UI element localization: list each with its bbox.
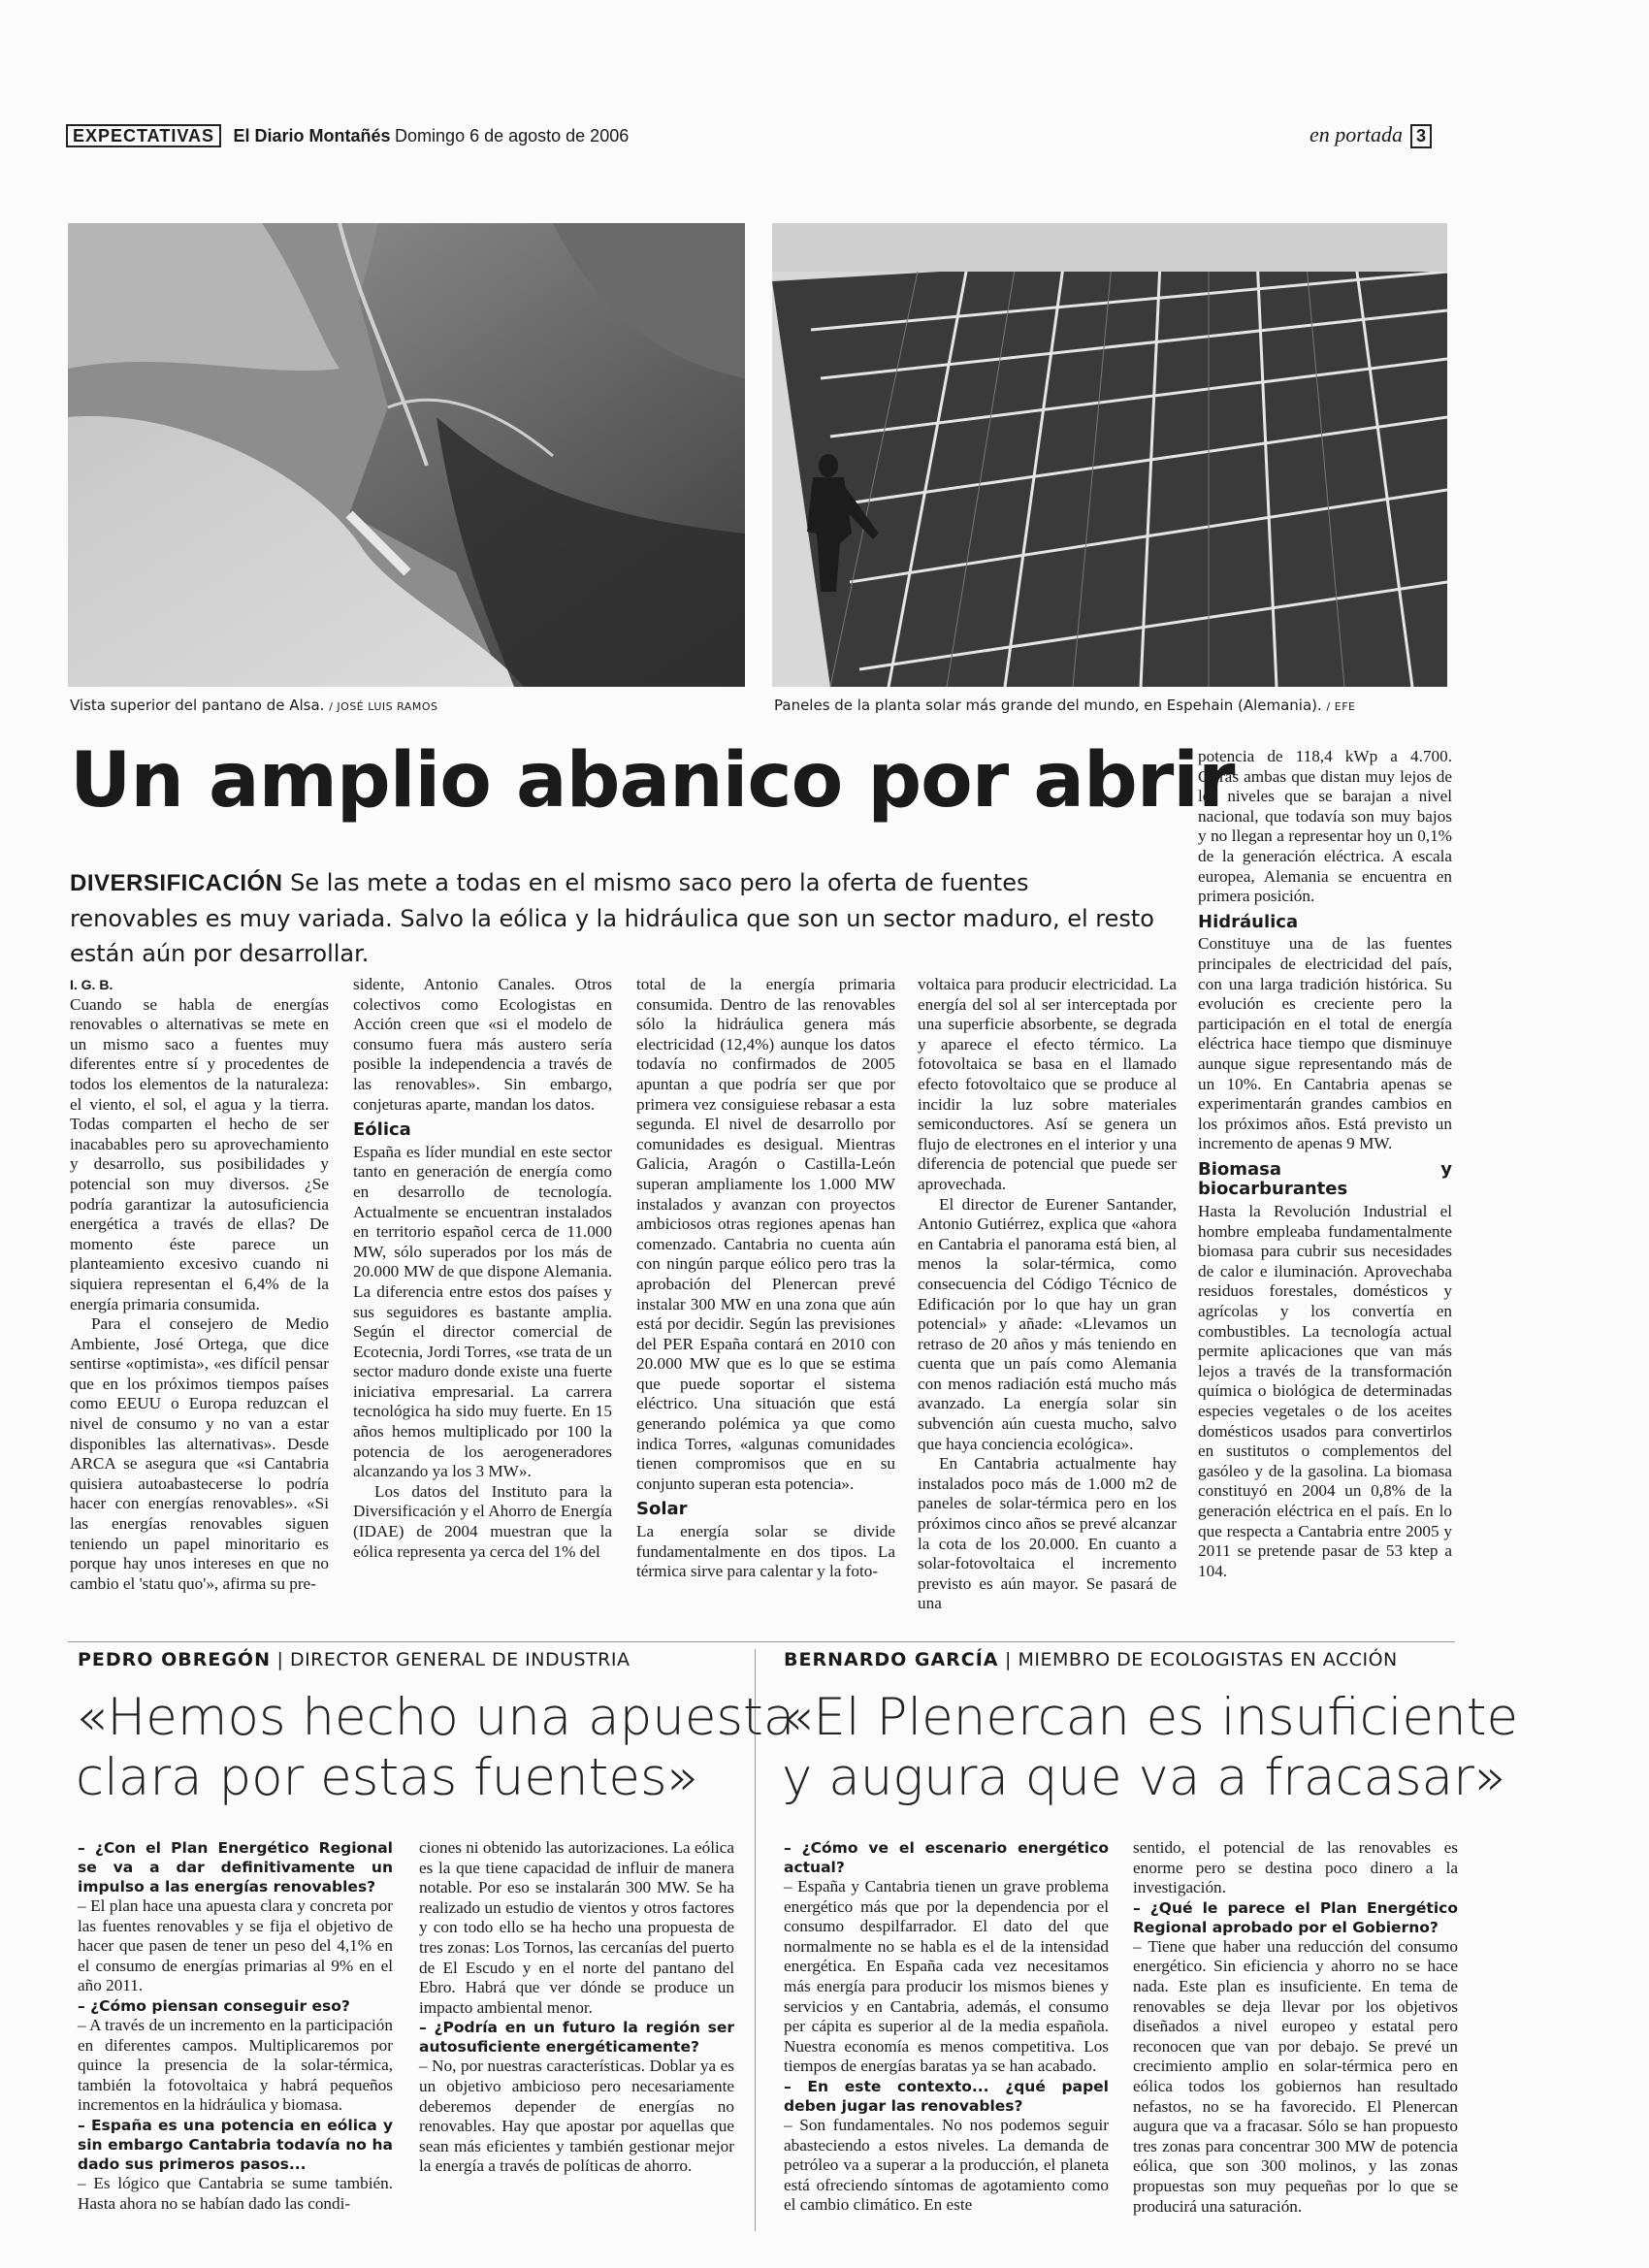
article-column-4 — [918, 975, 1177, 1614]
photo-caption-1: Vista superior del pantano de Alsa. / JOSÉ LUIS RAMOS — [70, 697, 438, 714]
subhead-biomasa: Biomasa y biocarburantes — [1198, 1158, 1452, 1200]
question: – ¿Con el Plan Energético Regional se va a dar definitivamente un impulso a las energías renovables? — [78, 1839, 393, 1895]
subhead-solar: Solar — [636, 1499, 688, 1520]
headline: Un amplio abanico por abrir — [70, 737, 1235, 825]
interview-left-quote: «Hemos hecho una apuesta clara por estas fuentes» — [76, 1688, 795, 1807]
question: – ¿Qué le parece el Plan Energético Regional aprobado por el Gobierno? — [1133, 1898, 1458, 1936]
section-label: EXPECTATIVAS — [66, 124, 221, 147]
paragraph: El director de Eurener Santander, Antonio Gutiérrez, explica que «ahora en Cantabria el panorama está bien, al menos la solar-térmica, como consecuencia del Código Técnico de Edificación por lo que hay un gran potencial» y añade: «Llevamos un retraso de 20 años y más teniendo en cuenta que un país como Alemania con menos radiación está mucho más avanzado. La energía solar sin subvención aún cuesta mucho, salvo que haya conciencia ecológica». — [918, 1194, 1177, 1453]
paragraph: Para el consejero de Medio Ambiente, José Ortega, que dice sentirse «optimista», «es difícil pensar que en los próximos tiempos países como EEUU o Europa reduzcan el nivel de consumo y no van a estar disponibles las alternativas». Desde ARCA se asegura que «si Cantabria quisiera autoabastecerse lo podría hacer con energías renovables». «Si las energías renovables siguen teniendo un papel minoritario es porque hay unos intereses en que no cambio el 'statu quo'», afirma su pre- — [70, 1314, 329, 1593]
answer: sentido, el potencial de las renovables es enorme pero se destina poco dinero a la investigación. — [1133, 1838, 1458, 1897]
question: – ¿Cómo ve el escenario energético actual? — [784, 1839, 1109, 1876]
question: – ¿Cómo piensan conseguir eso? — [78, 1996, 350, 2015]
paragraph: sidente, Antonio Canales. Otros colectivos como Ecologistas en Acción creen que «si el modelo de consumo fuera más austero sería posible la independencia a través de las renovables». Sin embargo, conjeturas aparte, mandan los datos. — [353, 975, 612, 1114]
section-divider — [68, 1641, 1455, 1642]
paragraph: España es líder mundial en este sector tanto en generación de energía como en desarrollo de tecnología. Actualmente se encuentran instalados en territorio español cerca de 11.000 MW, sólo superados por los más de 20.000 MW de que dispone Alemania. La diferencia entre estos dos países y sus seguidores es bastante amplia. Según el director comercial de Ecotecnia, Jordi Torres, «se trata de un sector maduro donde existe una fuerte iniciativa empresarial. La carrera tecnológica ha sido muy fuerte. En 15 años hemos multiplicado por 100 la potencia de los aerogeneradores alcanzando ya los 3 MW». — [353, 1142, 612, 1481]
page-number: 3 — [1410, 124, 1432, 148]
article-column-1 — [70, 975, 329, 1594]
deck-text: Se las mete a todas en el mismo saco pero la oferta de fuentes renovables es muy variada. Salvo la eólica y la hidráulica que son un sector maduro, el resto están aún por desarrollar. — [70, 869, 1154, 967]
interview-left-column-2 — [419, 1838, 734, 2177]
answer: ciones ni obtenido las autorizaciones. La eólica es la que tiene capacidad de influir de manera notable. Por eso se instalarán 300 MW. Se ha realizado un estudio de vientos y otros factores y con todo ello se ha hecho una propuesta de tres zonas: Los Tornos, las cercanías del puerto de El Escudo y en el norte del pantano del Ebro. Habrá que ver dónde se produce un impacto ambiental menor. — [419, 1838, 735, 2017]
paragraph: total de la energía primaria consumida. Dentro de las renovables sólo la hidráulica genera más electricidad (12,4%) aunque los datos todavía no confirmados de 2005 apuntan a que podría ser que por primera vez consiguiese rebasar a esta segunda. El nivel de desarrollo por comunidades es desigual. Mientras Galicia, Aragón o Castilla-León superan ampliamente los 1.000 MW instalados y avanzan con proyectos ambiciosos otras regiones apenas han comenzado. Cantabria no cuenta aún con ningún parque eólico pero tras la aprobación del Plenercan prevé instalar 300 MW en una zona que aún está por decidir. Según las previsiones del PER España contará en 2010 con 20.000 MW que es lo que se estima que puede soportar el sistema eléctrico. Una situación que está generando polémica ya que como indica Torres, «algunas comunidades tienen compromisos que en su conjunto superan esta potencia». — [636, 975, 895, 1493]
paragraph: La energía solar se divide fundamentalmente en dos tipos. La térmica sirve para calentar y la foto- — [636, 1522, 895, 1581]
answer: – España y Cantabria tienen un grave problema energético más que por la dependencia por el consumo despilfarrador. El dato del que normalmente no se habla es el de la intensidad energética. En España cada vez necesitamos más energía para producir los mismos bienes y servicios y en Cantabria, además, el consumo per cápita es superior al de la media española. Nuestra economía es menos competitiva. Los tiempos de energías baratas ya se han acabado. — [784, 1877, 1109, 2076]
interview-left-column-1 — [78, 1838, 393, 2214]
byline: I. G. B. — [70, 977, 113, 992]
answer: – Son fundamentales. No nos podemos seguir abasteciendo a estos niveles. La demanda de petróleo va a superar a la producción, el planeta está ofreciendo síntomas de agotamiento como el cambio climático. En este — [784, 2115, 1109, 2215]
photo-caption-2: Paneles de la planta solar más grande del mundo, en Espehain (Alemania). / EFE — [774, 697, 1356, 714]
answer: – Es lógico que Cantabria se sume también. Hasta ahora no se habían dado las condi- — [78, 2173, 393, 2213]
section-right-label: en portada — [1310, 122, 1403, 146]
article-column-2 — [353, 975, 612, 1562]
paragraph: En Cantabria actualmente hay instalados poco más de 1.000 m2 de paneles de solar-térmica pero en los próximos cinco años se prevé alcanzar la cota de los 20.000. En cuanto a solar-fotovoltaica el incremento previsto es aún mayor. Se pasará de una — [918, 1454, 1177, 1613]
newspaper-name: El Diario Montañés — [233, 126, 391, 146]
deck — [70, 865, 1156, 971]
deck-kicker: DIVERSIFICACIÓN — [70, 870, 283, 896]
page-header — [66, 126, 629, 146]
answer: – Tiene que haber una reducción del consumo energético. Sin eficiencia y ahorro no se hace nada. Este plan es insuficiente. En tema de renovables se deja llevar por los objetivos diseñados a nivel europeo y estatal pero reconocen que van por debajo. Se prevé un crecimiento amplio en solar-térmica pero en eólica todos los gobiernos han resultado nefastos, no se ha favorecido. El Plenercan augura que va a fracasar. Sólo se han propuesto tres zonas para concentrar 300 MW de potencia eólica, que son 300 molinos, y las zonas propuestas son muy pequeñas por lo que se producirá una saturación. — [1133, 1936, 1458, 2216]
article-column-3 — [636, 975, 895, 1582]
paragraph: voltaica para producir electricidad. La energía del sol al ser interceptada por una superficie absorbente, se degrada y aparece el efecto térmico. La fotovoltaica se basa en el llamado efecto fotovoltaico que se produce al incidir la luz sobre materiales semiconductores. Así se genera un flujo de electrones en el interior y una diferencia de potencial que puede ser aprovechada. — [918, 975, 1177, 1193]
subhead-eolica: Eólica — [353, 1119, 411, 1141]
page-header-right — [1310, 122, 1432, 148]
question: – En este contexto... ¿qué papel deben jugar las renovables? — [784, 2077, 1109, 2115]
interview-left-name: PEDRO OBREGÓN | DIRECTOR GENERAL DE INDUSTRIA — [78, 1649, 630, 1670]
interview-right-column-1 — [784, 1838, 1109, 2216]
solar-plant-photo — [772, 223, 1447, 687]
issue-date: Domingo 6 de agosto de 2006 — [395, 126, 630, 146]
interview-right-name: BERNARDO GARCÍA | MIEMBRO DE ECOLOGISTAS EN ACCIÓN — [784, 1649, 1398, 1670]
paragraph: Constituye una de las fuentes principales de electricidad del país, con una larga tradición histórica. Su evolución es creciente pero la participación en el total de energía eléctrica hace tiempo que disminuye aunque sigue representando más de un 10%. En Cantabria apenas se experimentarán grandes cambios en los próximos años. Está previsto un incremento de apenas 9 MW. — [1198, 934, 1452, 1153]
paragraph: potencia de 118,4 kWp a 4.700. Cifras ambas que distan muy lejos de los niveles que se barajan a nivel nacional, que todavía son muy bajos y no llegan a representar hoy un 0,1% de la generación eléctrica. A escala europea, Alemania se encuentra en primera posición. — [1198, 747, 1452, 906]
question: – ¿Podría en un futuro la región ser autosuficiente energéticamente? — [419, 2019, 734, 2057]
subhead-hidraulica: Hidráulica — [1198, 911, 1299, 932]
answer: – El plan hace una apuesta clara y concreta por las fuentes renovables y se fija el objetivo de hacer que pasen de tener un peso del 4,1% en el consumo de energías primarias al 9% en el año 2011. — [78, 1896, 393, 1995]
question: – España es una potencia en eólica y sin embargo Cantabria todavía no ha dado sus primeros pasos... — [78, 2116, 393, 2173]
interview-right-quote: «El Plenercan es insuficiente y augura que va a fracasar» — [782, 1688, 1519, 1807]
paragraph: Hasta la Revolución Industrial el hombre empleaba fundamentalmente biomasa para cubrir sus necesidades de calor e iluminación. Aprovechaba residuos forestales, domésticos y agrícolas y los convertía en combustibles. La tecnología actual permite aplicaciones que van más lejos a través de la transformación química o biológica de determinadas especies vegetales o de los aceites domésticos usados para convertirlos en sustitutos o complementos del gasóleo y de la gasolina. La biomasa constituyó en 2004 un 0,8% de la generación eléctrica en el país. En lo que respecta a Cantabria entre 2005 y 2011 se pretende pasar de 53 ktep a 104. — [1198, 1202, 1452, 1580]
article-column-5 — [1198, 747, 1452, 1581]
answer: – A través de un incremento en la participación en diferentes campos. Multiplicaremos por quince la presencia de la solar-térmica, también la fotovoltaica y habrá pequeños incrementos en la hidráulica y biomasa. — [78, 2015, 393, 2115]
reservoir-photo — [68, 223, 745, 687]
paragraph: Cuando se habla de energías renovables o alternativas se mete en un mismo saco a fuentes muy diferentes entre sí y procedentes de todos los elementos de la naturaleza: el viento, el sol, el agua y la tierra. Todas comparten el hecho de ser inacabables pero su aprovechamiento y desarrollo, sus posibilidades y potencial son muy diversos. ¿Se podría garantizar la autosuficiencia energética a través de ellas? De momento éste parece un planteamiento excesivo cuando ni siquiera representan el 6,4% de la energía primaria consumida. — [70, 994, 329, 1313]
paragraph: Los datos del Instituto para la Diversificación y el Ahorro de Energía (IDAE) de 2004 muestran que la eólica representa ya cerca del 1% del — [353, 1481, 612, 1561]
interview-right-column-2 — [1133, 1838, 1458, 2217]
answer: – No, por nuestras características. Doblar ya es un objetivo ambicioso pero necesariamente deberemos depender de energías no renovables. Hay que apostar por aquellas que sean más eficientes y también gestionar mejor la energía a través de políticas de ahorro. — [419, 2057, 734, 2176]
